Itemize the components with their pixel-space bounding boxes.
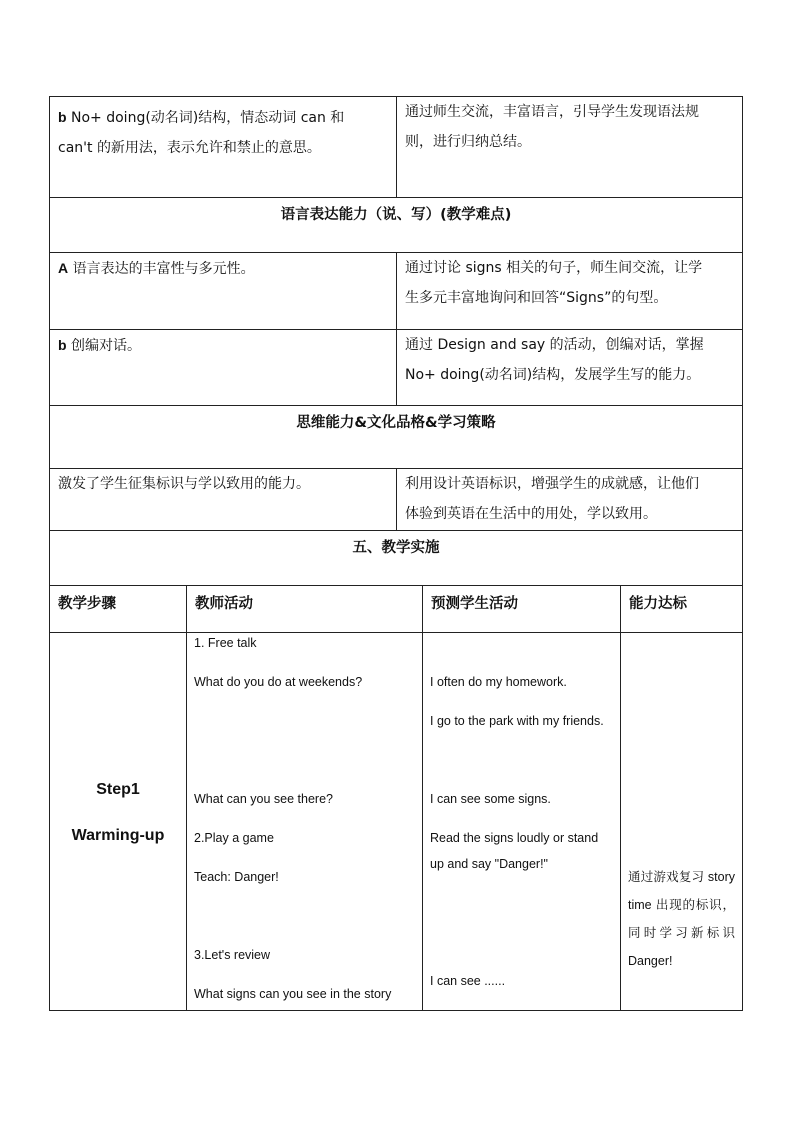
student-line: I can see ......: [430, 974, 506, 988]
method-text: 生多元丰富地询问和回答“Signs”的句型。: [405, 290, 668, 306]
step-title: Warming-up: [71, 827, 165, 844]
method-text: No+ doing(动名词)结构，发展学生写的能力。: [405, 367, 701, 383]
student-line: I often do my homework.: [430, 675, 567, 689]
step-number: Step1: [96, 781, 140, 798]
teacher-line: 1. Free talk: [194, 636, 257, 650]
teacher-line: 2.Play a game: [194, 831, 274, 845]
method-cell: [397, 330, 742, 405]
teacher-line: What do you do at weekends?: [194, 675, 363, 689]
student-line: up and say "Danger!": [430, 857, 548, 871]
method-text: 体验到英语在生活中的用处，学以致用。: [405, 506, 657, 522]
goal-text: 通过游戏复习 story time 出现的标识，同时学习新标识 Danger!: [628, 870, 735, 968]
student-line: I can see some signs.: [430, 792, 551, 806]
teacher-line: 3.Let's review: [194, 948, 271, 962]
method-cell: [397, 469, 742, 530]
section-row: [49, 406, 743, 469]
objective-text: 语言表达的丰富性与多元性。: [68, 261, 255, 277]
method-cell: [397, 253, 742, 329]
objective-cell: [50, 330, 397, 405]
teacher-line: What signs can you see in the story: [194, 987, 392, 1001]
step-cell: [50, 633, 187, 1010]
method-text: 利用设计英语标识，增强学生的成就感，让他们: [405, 476, 699, 492]
objective-cell: [50, 469, 397, 530]
objective-text: 创编对话。: [66, 338, 142, 354]
teacher-line: What can you see there?: [194, 792, 333, 806]
objective-cell: [50, 97, 397, 197]
table-row: [49, 330, 743, 406]
method-text: 通过讨论 signs 相关的句子，师生间交流，让学: [405, 260, 703, 276]
student-line: I go to the park with my friends.: [430, 714, 604, 728]
table-row: [49, 469, 743, 531]
column-header: 教师活动: [187, 586, 423, 632]
section-heading: 五、教学实施: [352, 540, 440, 556]
section-heading: 语言表达能力（说、写）(教学难点): [280, 207, 512, 223]
section-row: [49, 198, 743, 253]
item-marker: b: [58, 109, 67, 125]
method-text: 通过师生交流，丰富语言，引导学生发现语法规: [405, 104, 699, 120]
objective-text: No+ doing(动名词)结构，情态动词 can 和: [66, 110, 345, 126]
table-row: [49, 633, 743, 1011]
table-row: [49, 96, 743, 198]
objective-cell: [50, 253, 397, 329]
method-text: 通过 Design and say 的活动，创编对话，掌握: [405, 337, 704, 353]
goal-cell: [621, 633, 742, 1010]
student-activity-cell: [423, 633, 621, 1010]
column-header: 教学步骤: [50, 586, 187, 632]
column-header: 预测学生活动: [423, 586, 621, 632]
section-heading: 思维能力&文化品格&学习策略: [296, 415, 496, 431]
lesson-plan-table: [49, 96, 743, 1011]
teacher-activity-cell: [187, 633, 423, 1010]
item-marker: A: [58, 260, 69, 276]
section-row: [49, 531, 743, 586]
teacher-line: Teach: Danger!: [194, 870, 279, 884]
objective-text: 激发了学生征集标识与学以致用的能力。: [58, 476, 310, 492]
method-cell: [397, 97, 742, 197]
column-header: 能力达标: [629, 596, 687, 612]
objective-text: can't 的新用法，表示允许和禁止的意思。: [58, 140, 321, 156]
student-line: Read the signs loudly or stand: [430, 831, 599, 845]
column-header-row: [49, 586, 743, 633]
item-marker: b: [58, 337, 67, 353]
table-row: [49, 253, 743, 330]
method-text: 则，进行归纳总结。: [405, 134, 531, 150]
